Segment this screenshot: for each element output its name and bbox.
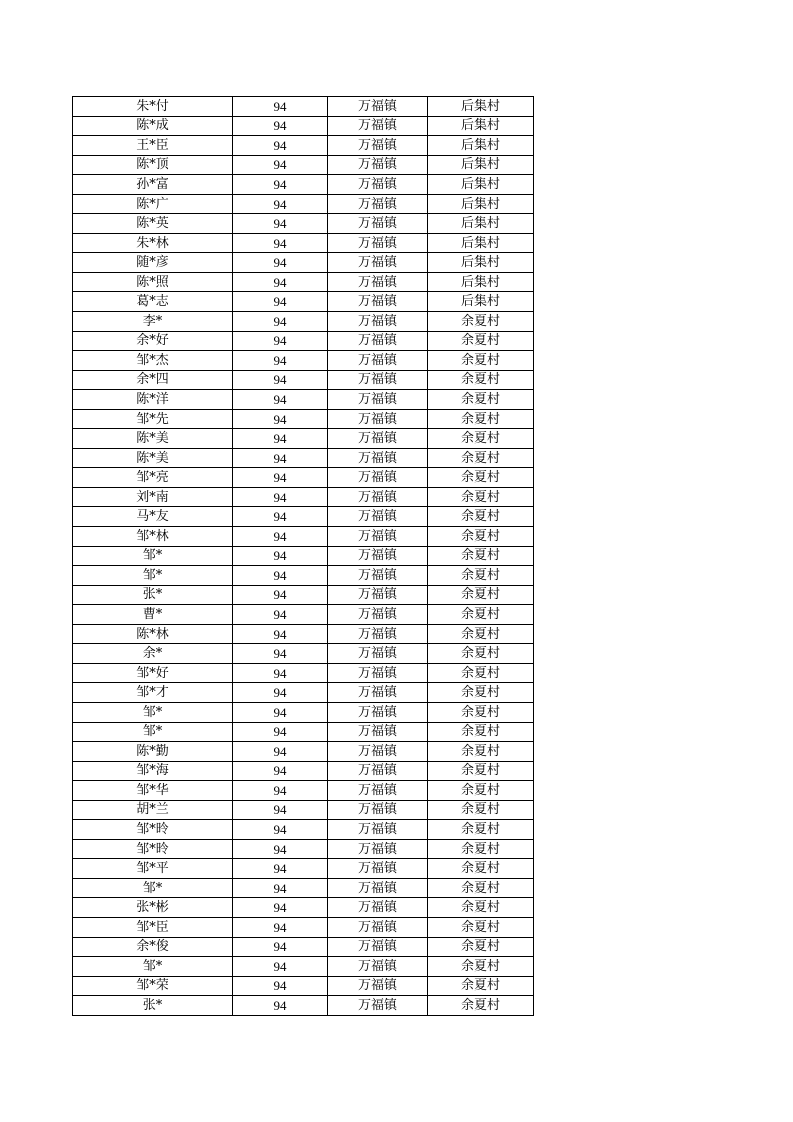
name-cell: 邹*好 [73,663,233,683]
value-cell: 94 [233,175,328,195]
value-cell: 94 [233,644,328,664]
name-cell: 邹*荣 [73,976,233,996]
name-cell: 朱*林 [73,233,233,253]
village-cell: 后集村 [428,136,534,156]
value-cell: 94 [233,917,328,937]
village-cell: 后集村 [428,253,534,273]
town-cell: 万福镇 [328,878,428,898]
table-row [73,859,534,879]
town-cell: 万福镇 [328,175,428,195]
value-cell: 94 [233,742,328,762]
value-cell: 94 [233,839,328,859]
name-cell: 邹*平 [73,859,233,879]
name-cell: 随*彦 [73,253,233,273]
table-row [73,820,534,840]
table-row [73,839,534,859]
table-row [73,683,534,703]
value-cell: 94 [233,331,328,351]
value-cell: 94 [233,976,328,996]
name-cell: 邹*先 [73,409,233,429]
value-cell: 94 [233,527,328,547]
table-row [73,390,534,410]
table-row [73,175,534,195]
table-row [73,644,534,664]
name-cell: 邹*臣 [73,917,233,937]
town-cell: 万福镇 [328,957,428,977]
village-cell: 余夏村 [428,312,534,332]
value-cell: 94 [233,448,328,468]
table-row [73,878,534,898]
name-cell: 曹* [73,605,233,625]
table-row [73,214,534,234]
value-cell: 94 [233,272,328,292]
value-cell: 94 [233,507,328,527]
value-cell: 94 [233,468,328,488]
town-cell: 万福镇 [328,429,428,449]
town-cell: 万福镇 [328,702,428,722]
value-cell: 94 [233,546,328,566]
table-row [73,233,534,253]
value-cell: 94 [233,722,328,742]
value-cell: 94 [233,390,328,410]
village-cell: 余夏村 [428,644,534,664]
village-cell: 后集村 [428,116,534,136]
name-cell: 余*四 [73,370,233,390]
table-row [73,917,534,937]
table-row [73,761,534,781]
town-cell: 万福镇 [328,761,428,781]
town-cell: 万福镇 [328,97,428,117]
village-cell: 余夏村 [428,448,534,468]
town-cell: 万福镇 [328,839,428,859]
name-cell: 陈*美 [73,429,233,449]
village-cell: 余夏村 [428,409,534,429]
table-row [73,663,534,683]
name-cell: 陈*英 [73,214,233,234]
town-cell: 万福镇 [328,487,428,507]
town-cell: 万福镇 [328,272,428,292]
village-cell: 余夏村 [428,917,534,937]
village-cell: 余夏村 [428,996,534,1016]
table-row [73,253,534,273]
table-row [73,722,534,742]
name-cell: 胡*兰 [73,800,233,820]
town-cell: 万福镇 [328,194,428,214]
town-cell: 万福镇 [328,116,428,136]
value-cell: 94 [233,292,328,312]
town-cell: 万福镇 [328,859,428,879]
value-cell: 94 [233,194,328,214]
name-cell: 余*俊 [73,937,233,957]
name-cell: 邹*昤 [73,820,233,840]
name-cell: 邹* [73,546,233,566]
name-cell: 邹*杰 [73,351,233,371]
table-row [73,155,534,175]
value-cell: 94 [233,859,328,879]
value-cell: 94 [233,487,328,507]
value-cell: 94 [233,605,328,625]
town-cell: 万福镇 [328,253,428,273]
village-cell: 余夏村 [428,898,534,918]
town-cell: 万福镇 [328,136,428,156]
town-cell: 万福镇 [328,448,428,468]
value-cell: 94 [233,429,328,449]
town-cell: 万福镇 [328,644,428,664]
town-cell: 万福镇 [328,409,428,429]
table-row [73,292,534,312]
village-cell: 后集村 [428,233,534,253]
value-cell: 94 [233,312,328,332]
village-cell: 后集村 [428,97,534,117]
value-cell: 94 [233,898,328,918]
table-row [73,409,534,429]
table-row [73,429,534,449]
value-cell: 94 [233,996,328,1016]
village-cell: 余夏村 [428,507,534,527]
village-cell: 余夏村 [428,702,534,722]
village-cell: 后集村 [428,272,534,292]
table-row [73,312,534,332]
name-cell: 马*友 [73,507,233,527]
name-cell: 陈*勤 [73,742,233,762]
table-row [73,898,534,918]
roster-table [72,96,534,1016]
table-row [73,937,534,957]
town-cell: 万福镇 [328,898,428,918]
table-row [73,507,534,527]
name-cell: 邹*华 [73,781,233,801]
town-cell: 万福镇 [328,233,428,253]
town-cell: 万福镇 [328,937,428,957]
table-row [73,742,534,762]
table-row [73,97,534,117]
value-cell: 94 [233,116,328,136]
name-cell: 葛*志 [73,292,233,312]
value-cell: 94 [233,253,328,273]
value-cell: 94 [233,409,328,429]
name-cell: 邹*亮 [73,468,233,488]
village-cell: 余夏村 [428,370,534,390]
village-cell: 后集村 [428,175,534,195]
town-cell: 万福镇 [328,292,428,312]
value-cell: 94 [233,702,328,722]
town-cell: 万福镇 [328,155,428,175]
town-cell: 万福镇 [328,546,428,566]
table-row [73,370,534,390]
name-cell: 孙*富 [73,175,233,195]
town-cell: 万福镇 [328,312,428,332]
name-cell: 邹* [73,878,233,898]
village-cell: 余夏村 [428,663,534,683]
town-cell: 万福镇 [328,331,428,351]
village-cell: 后集村 [428,292,534,312]
name-cell: 邹*海 [73,761,233,781]
value-cell: 94 [233,878,328,898]
table-row [73,624,534,644]
table-row [73,331,534,351]
value-cell: 94 [233,233,328,253]
table-row [73,800,534,820]
name-cell: 余*好 [73,331,233,351]
table-row [73,136,534,156]
table-row [73,957,534,977]
value-cell: 94 [233,155,328,175]
town-cell: 万福镇 [328,566,428,586]
village-cell: 余夏村 [428,585,534,605]
value-cell: 94 [233,370,328,390]
table-row [73,448,534,468]
town-cell: 万福镇 [328,390,428,410]
name-cell: 陈*成 [73,116,233,136]
village-cell: 余夏村 [428,800,534,820]
value-cell: 94 [233,214,328,234]
value-cell: 94 [233,585,328,605]
village-cell: 余夏村 [428,429,534,449]
name-cell: 王*臣 [73,136,233,156]
town-cell: 万福镇 [328,781,428,801]
village-cell: 余夏村 [428,351,534,371]
town-cell: 万福镇 [328,722,428,742]
name-cell: 邹* [73,702,233,722]
village-cell: 余夏村 [428,487,534,507]
village-cell: 余夏村 [428,957,534,977]
name-cell: 张* [73,996,233,1016]
table-row [73,781,534,801]
value-cell: 94 [233,351,328,371]
value-cell: 94 [233,800,328,820]
town-cell: 万福镇 [328,351,428,371]
value-cell: 94 [233,624,328,644]
town-cell: 万福镇 [328,663,428,683]
name-cell: 陈*照 [73,272,233,292]
name-cell: 邹* [73,957,233,977]
table-row [73,194,534,214]
village-cell: 余夏村 [428,859,534,879]
table-row [73,996,534,1016]
name-cell: 邹*才 [73,683,233,703]
village-cell: 余夏村 [428,605,534,625]
town-cell: 万福镇 [328,742,428,762]
name-cell: 李* [73,312,233,332]
village-cell: 余夏村 [428,331,534,351]
table-row [73,527,534,547]
table-row [73,566,534,586]
village-cell: 后集村 [428,194,534,214]
town-cell: 万福镇 [328,917,428,937]
table-row [73,702,534,722]
value-cell: 94 [233,566,328,586]
value-cell: 94 [233,781,328,801]
name-cell: 陈*顶 [73,155,233,175]
value-cell: 94 [233,97,328,117]
town-cell: 万福镇 [328,214,428,234]
village-cell: 余夏村 [428,976,534,996]
town-cell: 万福镇 [328,527,428,547]
village-cell: 余夏村 [428,937,534,957]
name-cell: 邹*林 [73,527,233,547]
value-cell: 94 [233,683,328,703]
name-cell: 张* [73,585,233,605]
town-cell: 万福镇 [328,996,428,1016]
value-cell: 94 [233,663,328,683]
town-cell: 万福镇 [328,624,428,644]
value-cell: 94 [233,136,328,156]
village-cell: 余夏村 [428,781,534,801]
table-row [73,468,534,488]
town-cell: 万福镇 [328,820,428,840]
table-row [73,605,534,625]
name-cell: 陈*洋 [73,390,233,410]
village-cell: 后集村 [428,214,534,234]
table-row [73,487,534,507]
village-cell: 余夏村 [428,546,534,566]
table-row [73,272,534,292]
name-cell: 邹* [73,722,233,742]
name-cell: 陈*美 [73,448,233,468]
table-row [73,976,534,996]
name-cell: 朱*付 [73,97,233,117]
village-cell: 余夏村 [428,839,534,859]
table-row [73,546,534,566]
village-cell: 余夏村 [428,820,534,840]
name-cell: 刘*南 [73,487,233,507]
value-cell: 94 [233,937,328,957]
name-cell: 邹*昤 [73,839,233,859]
town-cell: 万福镇 [328,800,428,820]
village-cell: 余夏村 [428,624,534,644]
village-cell: 余夏村 [428,878,534,898]
village-cell: 余夏村 [428,683,534,703]
village-cell: 余夏村 [428,527,534,547]
village-cell: 余夏村 [428,742,534,762]
village-cell: 余夏村 [428,468,534,488]
table-row [73,351,534,371]
town-cell: 万福镇 [328,370,428,390]
village-cell: 余夏村 [428,566,534,586]
name-cell: 陈*林 [73,624,233,644]
town-cell: 万福镇 [328,605,428,625]
table-row [73,585,534,605]
table-row [73,116,534,136]
value-cell: 94 [233,761,328,781]
town-cell: 万福镇 [328,507,428,527]
name-cell: 张*彬 [73,898,233,918]
town-cell: 万福镇 [328,976,428,996]
town-cell: 万福镇 [328,683,428,703]
value-cell: 94 [233,820,328,840]
value-cell: 94 [233,957,328,977]
town-cell: 万福镇 [328,585,428,605]
village-cell: 余夏村 [428,761,534,781]
roster-table-body [73,97,534,1016]
town-cell: 万福镇 [328,468,428,488]
village-cell: 后集村 [428,155,534,175]
village-cell: 余夏村 [428,722,534,742]
village-cell: 余夏村 [428,390,534,410]
name-cell: 邹* [73,566,233,586]
name-cell: 余* [73,644,233,664]
name-cell: 陈*广 [73,194,233,214]
